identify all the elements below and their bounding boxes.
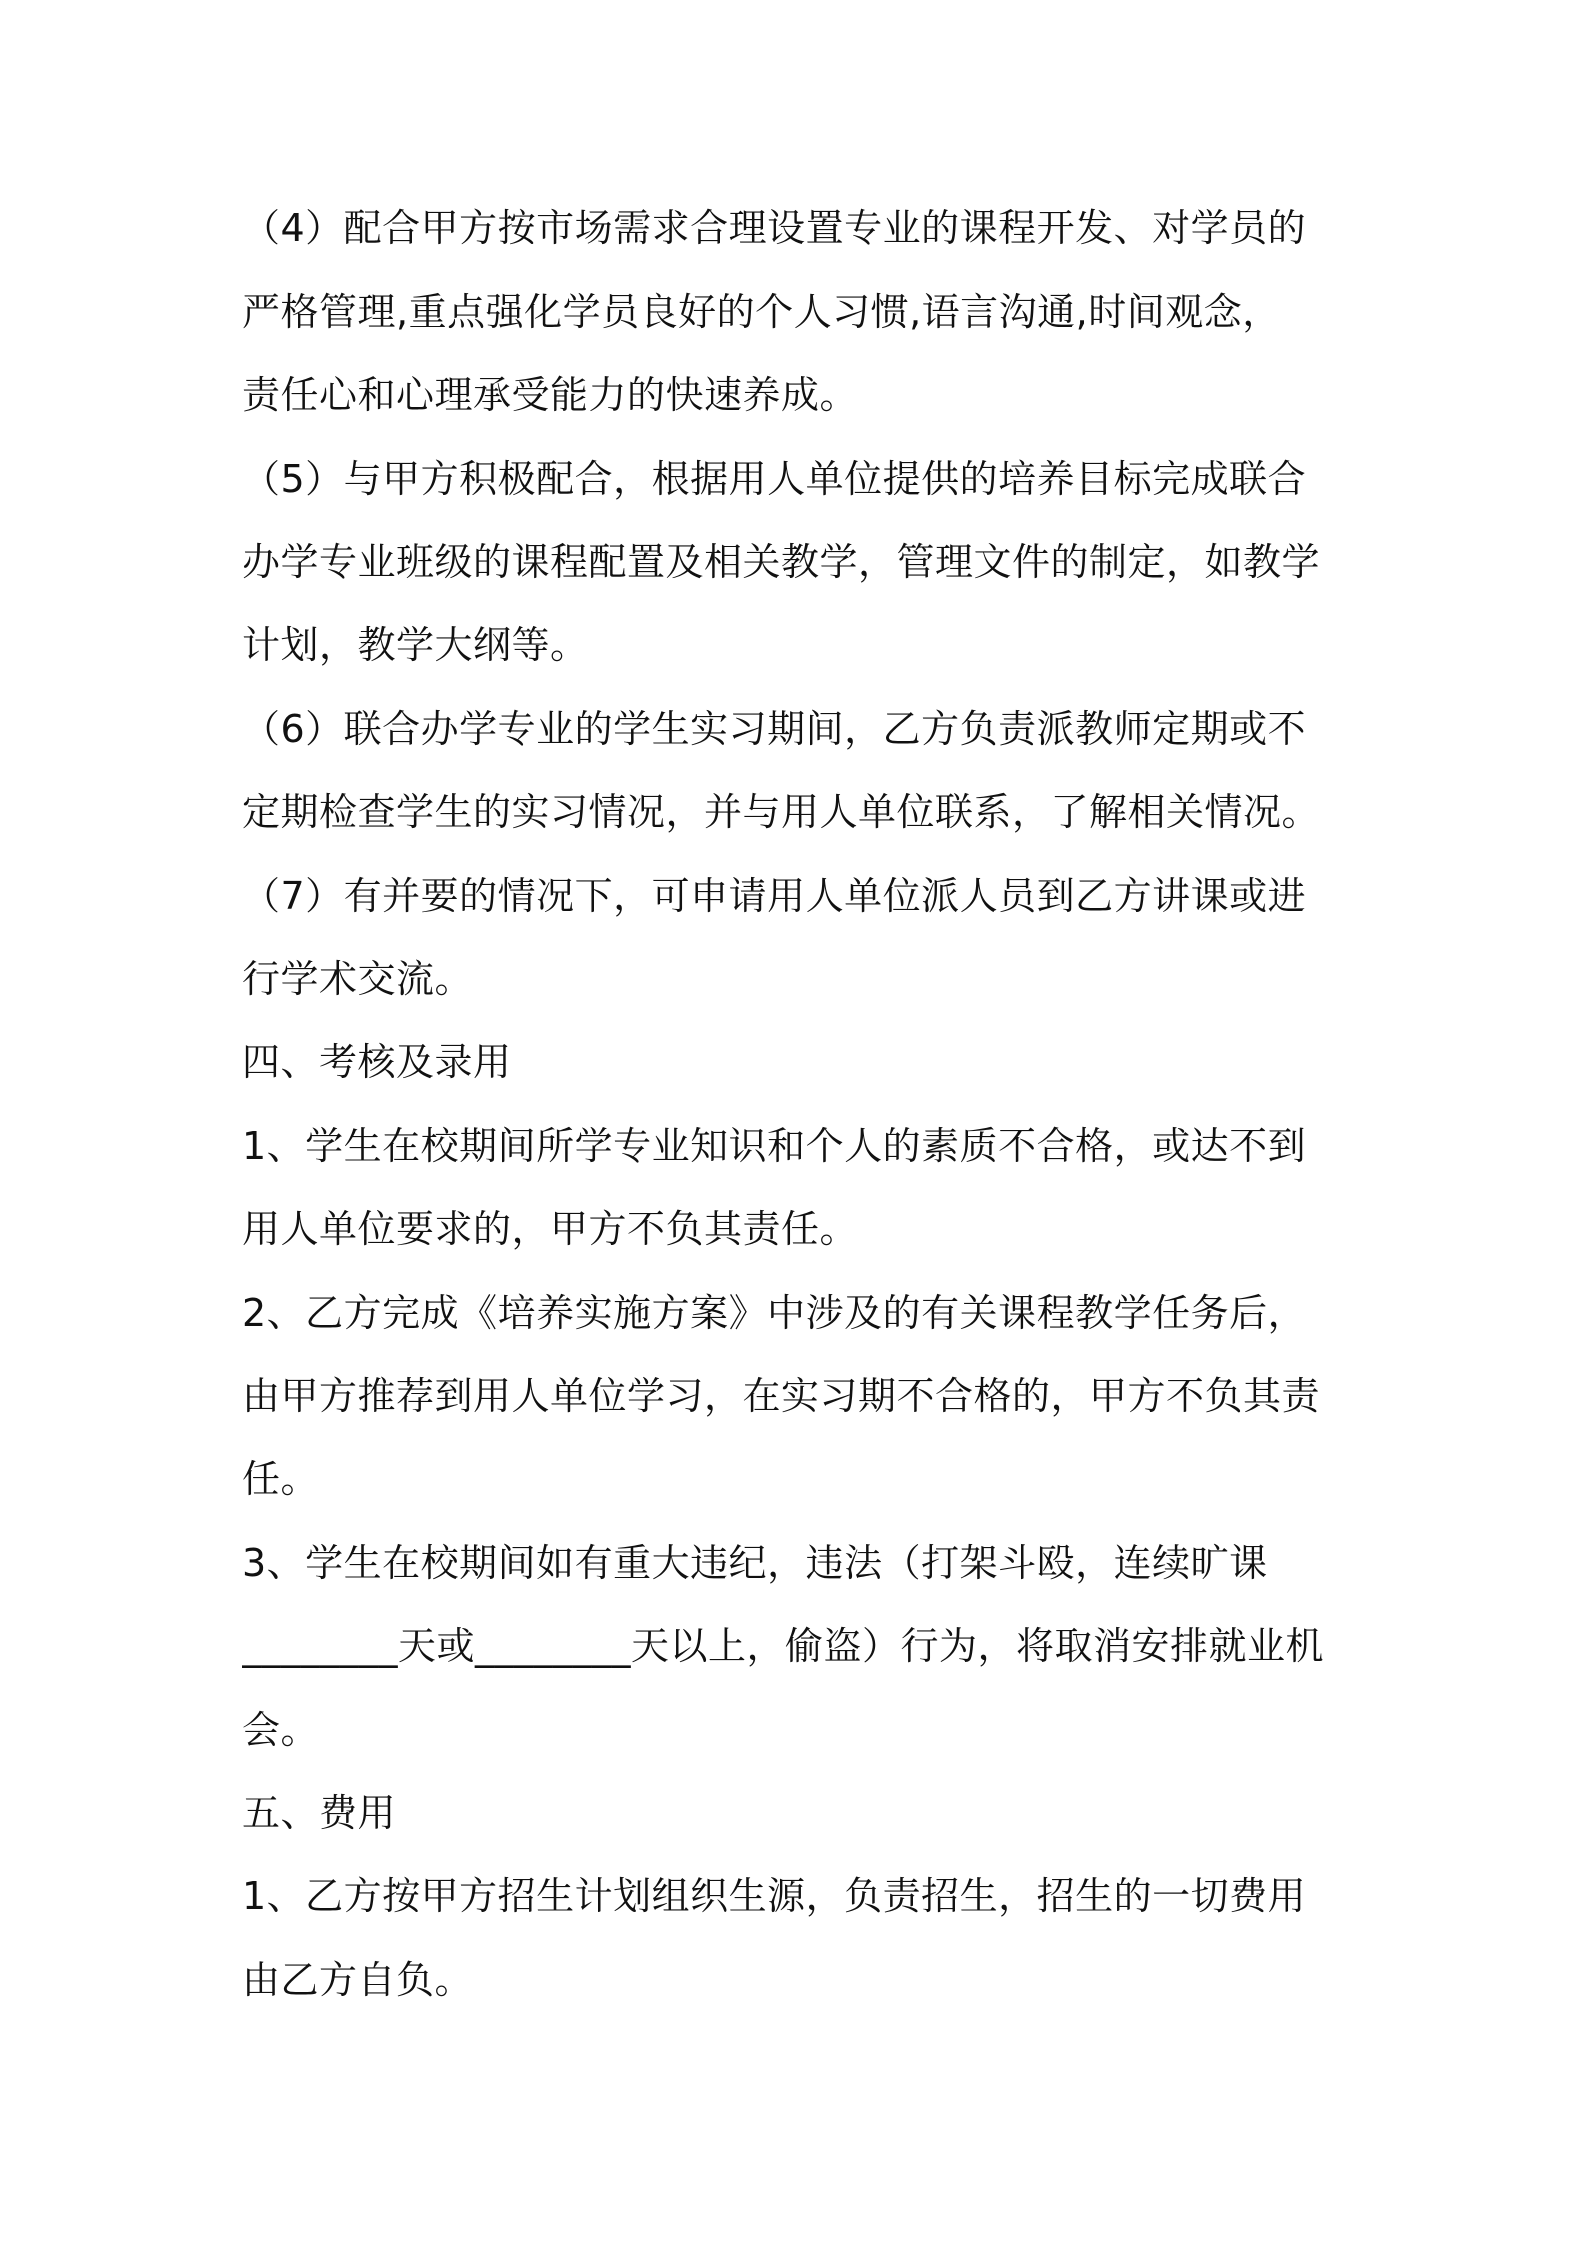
- text-line: 3、学生在校期间如有重大违纪，违法（打架斗殴，连续旷课: [242, 1541, 1268, 1585]
- text-line: （5）与甲方积极配合，根据用人单位提供的培养目标完成联合: [242, 457, 1307, 501]
- text-line: （4）配合甲方按市场需求合理设置专业的课程开发、对学员的: [242, 206, 1307, 250]
- text-line: 2、乙方完成《培养实施方案》中涉及的有关课程教学任务后，: [242, 1291, 1307, 1335]
- text-line: ________天或________天以上，偷盗）行为，将取消安排就业机: [242, 1624, 1325, 1668]
- text-line: 严格管理,重点强化学员良好的个人习惯,语言沟通,时间观念，: [242, 290, 1281, 334]
- text-line: 责任心和心理承受能力的快速养成。: [242, 373, 859, 417]
- text-line: 行学术交流。: [242, 957, 474, 1001]
- text-line: （6）联合办学专业的学生实习期间，乙方负责派教师定期或不: [242, 707, 1307, 751]
- text-line: 1、学生在校期间所学专业知识和个人的素质不合格，或达不到: [242, 1124, 1307, 1168]
- text-line: 由甲方推荐到用人单位学习，在实习期不合格的，甲方不负其责: [242, 1374, 1321, 1418]
- text-line: 任。: [242, 1457, 320, 1501]
- text-line: （7）有并要的情况下，可申请用人单位派人员到乙方讲课或进: [242, 874, 1307, 918]
- section-heading: 五、费用: [242, 1791, 397, 1835]
- section-heading: 四、考核及录用: [242, 1040, 512, 1084]
- text-line: 1、乙方按甲方招生计划组织生源，负责招生，招生的一切费用: [242, 1874, 1307, 1918]
- text-line: 计划，教学大纲等。: [242, 623, 589, 667]
- text-line: 由乙方自负。: [242, 1958, 474, 2002]
- text-line: 定期检查学生的实习情况，并与用人单位联系，了解相关情况。: [242, 790, 1321, 834]
- text-line: 用人单位要求的，甲方不负其责任。: [242, 1207, 859, 1251]
- text-line: 会。: [242, 1708, 320, 1752]
- text-line: 办学专业班级的课程配置及相关教学，管理文件的制定，如教学: [242, 540, 1321, 584]
